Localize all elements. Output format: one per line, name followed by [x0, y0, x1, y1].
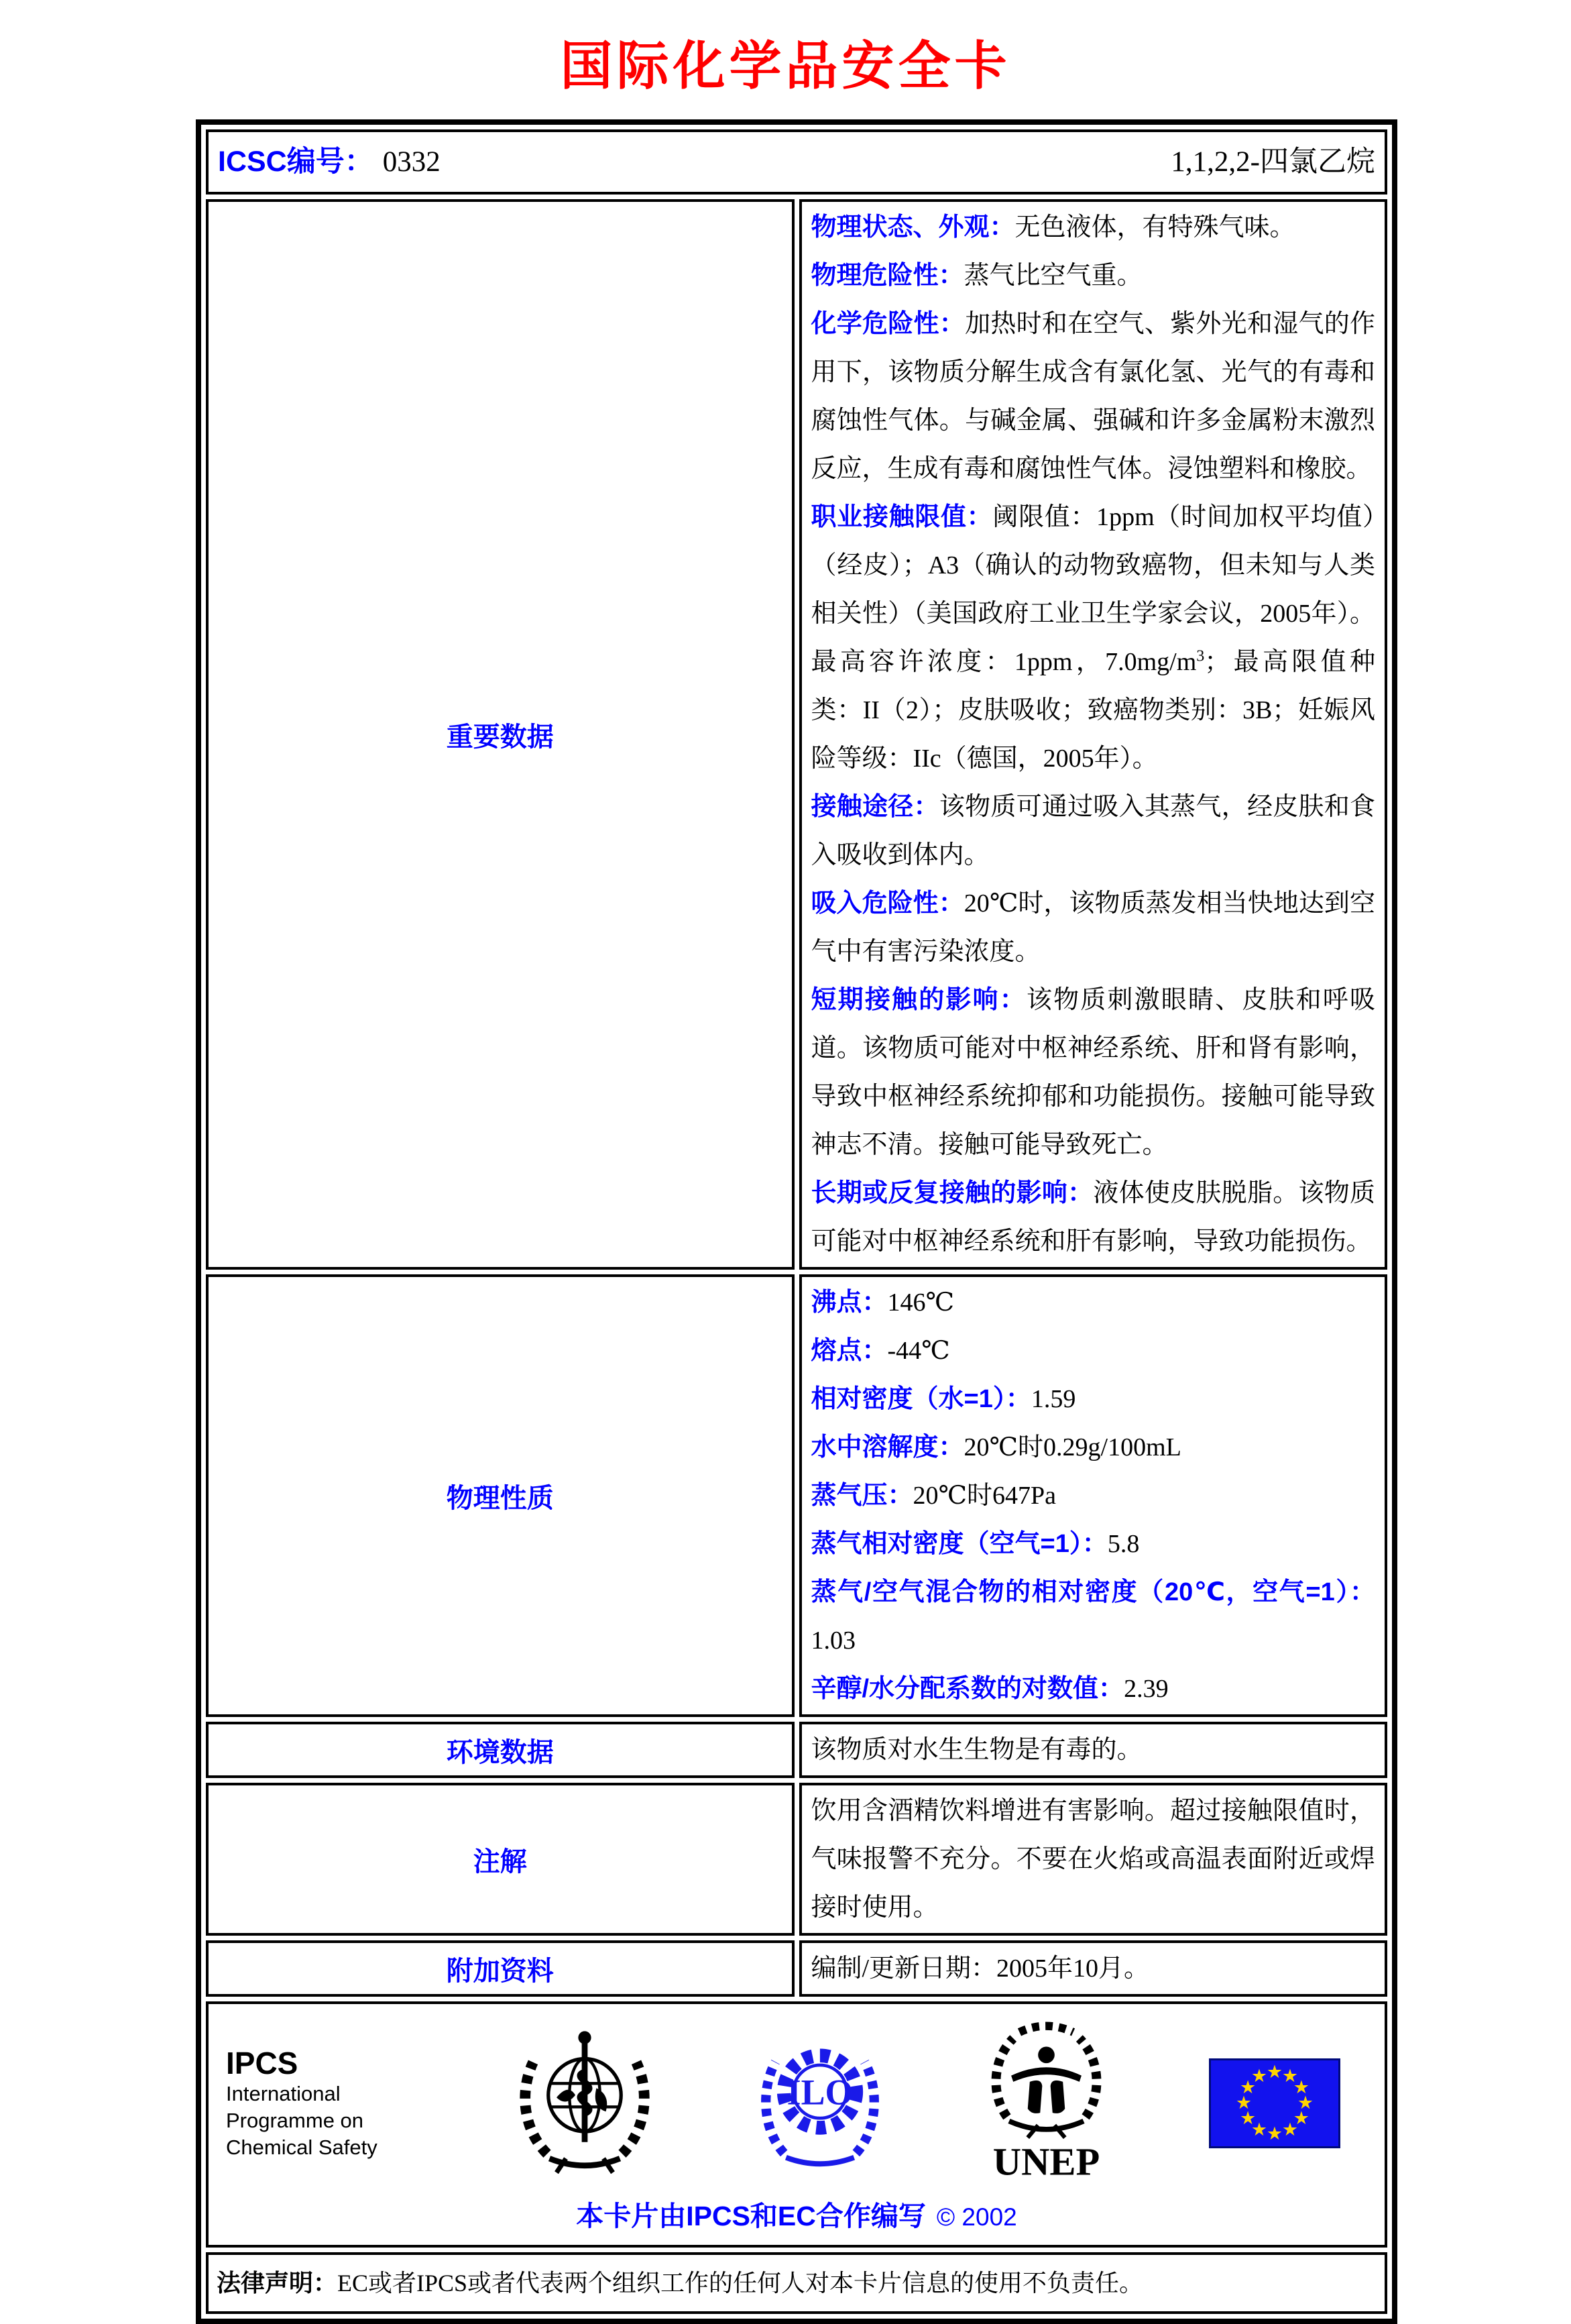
item-label: 物理危险性：: [811, 262, 964, 290]
item-label: 物理状态、外观：: [811, 213, 1015, 241]
item-text: 无色液体，有特殊气味。: [1014, 213, 1295, 241]
item-text: 该物质刺激眼睛、皮肤和呼吸道。该物质可能对中枢神经系统、肝和肾有影响，导致中枢神经系统抑郁和功能损伤。接触可能导致神志不清。接触可能导致死亡。: [811, 986, 1375, 1159]
additional-information-row: [206, 1940, 1387, 1997]
data-item: [811, 1472, 1376, 1520]
item-text: 蒸气比空气重。: [964, 262, 1143, 290]
data-item: [811, 1665, 1376, 1713]
item-label: 蒸气相对密度（空气=1）：: [811, 1530, 1108, 1558]
data-item: [811, 1520, 1376, 1568]
ipcs-wordmark: [226, 2046, 414, 2161]
item-label: 相对密度（水=1）：: [811, 1385, 1031, 1413]
ipcs-subtitle: International Programme on Chemical Safety: [226, 2081, 377, 2159]
data-item: [811, 1787, 1376, 1932]
item-text: 液体使皮肤脱脂。该物质可能对中枢神经系统和肝有影响，导致功能损伤。: [811, 1179, 1375, 1256]
unep-logo-icon: [984, 2017, 1108, 2189]
section-content-environmental-data: [799, 1722, 1388, 1778]
data-item: [811, 783, 1376, 879]
section-content-notes: [799, 1783, 1388, 1936]
logos-cell: [206, 2001, 1387, 2248]
data-item: [811, 976, 1376, 1169]
item-text: 20℃时0.29g/100mL: [964, 1433, 1181, 1461]
data-item: [811, 300, 1376, 493]
legal-notice-text: EC或者IPCS或者代表两个组织工作的任何人对本卡片信息的使用不负责任。: [337, 2270, 1144, 2297]
ilo-logo-icon: [756, 2030, 884, 2177]
safety-card-table: [196, 119, 1397, 2324]
item-text: 编制/更新日期：2005年10月。: [811, 1954, 1150, 1983]
section-label-notes: 注解: [206, 1783, 795, 1936]
credit-line: [226, 2195, 1367, 2238]
data-item: [811, 879, 1376, 976]
item-label: 职业接触限值：: [811, 503, 993, 531]
section-label-important-data: 重要数据: [206, 199, 795, 1270]
eu-flag-icon: ★ ★ ★ ★ ★ ★ ★ ★ ★ ★ ★ ★: [1209, 2058, 1340, 2148]
item-label: 短期接触的影响：: [811, 986, 1027, 1014]
data-item: [811, 1278, 1376, 1327]
data-item: [811, 1169, 1376, 1266]
item-text: 1.03: [811, 1626, 856, 1655]
data-item: [811, 203, 1376, 252]
ipcs-heading: IPCS: [226, 2045, 298, 2081]
item-text: 该物质对水生生物是有毒的。: [811, 1736, 1143, 1764]
item-text: -44℃: [887, 1337, 950, 1365]
credit-text: 本卡片由IPCS和EC合作编写: [576, 2201, 926, 2231]
data-item: [811, 1423, 1376, 1472]
important-data-row: [206, 199, 1387, 1270]
item-text: 该物质可通过吸入其蒸气，经皮肤和食入吸收到体内。: [811, 793, 1375, 869]
data-item: [811, 493, 1376, 783]
notes-row: [206, 1783, 1387, 1936]
item-text: 20℃时647Pa: [913, 1482, 1057, 1510]
header-cell: [206, 129, 1387, 195]
ilo-letters: ILO: [787, 2072, 853, 2113]
item-label: 接触途径：: [811, 793, 939, 821]
environmental-data-row: [206, 1722, 1387, 1778]
physical-properties-row: [206, 1274, 1387, 1717]
icsc-number-group: [218, 142, 441, 182]
chemical-name: 1,1,2,2-四氯乙烷: [1171, 146, 1375, 178]
item-label: 蒸气/空气混合物的相对密度（20℃，空气=1）：: [811, 1578, 1375, 1606]
section-content-important-data: [799, 199, 1388, 1270]
item-text: 加热时和在空气、紫外光和湿气的作用下，该物质分解生成含有氯化氢、光气的有毒和腐蚀性气体。与碱金属、强碱和许多金属粉末激烈反应，生成有毒和腐蚀性气体。浸蚀塑料和橡胶。: [811, 310, 1375, 483]
item-text: ；最高限值种类：II（2）；皮肤吸收；致癌物类别：3B；妊娠风险等级：IIc（德国，2005年）。: [811, 648, 1375, 773]
item-text: 饮用含酒精饮料增进有害影响。超过接触限值时，气味报警不充分。不要在火焰或高温表面附近或焊接时使用。: [811, 1797, 1375, 1922]
data-item: [811, 1944, 1376, 1993]
item-label: 辛醇/水分配系数的对数值：: [811, 1675, 1124, 1703]
page-title: 国际化学品安全卡: [560, 37, 1011, 95]
section-content-physical-properties: [799, 1274, 1388, 1717]
item-label: 化学危险性：: [811, 310, 966, 338]
legal-row: [206, 2252, 1387, 2314]
data-item: [811, 1327, 1376, 1375]
header-row: [206, 129, 1387, 195]
icsc-number-value: 0332: [382, 146, 441, 178]
logos-row: [206, 2001, 1387, 2248]
data-item: [811, 1726, 1376, 1774]
item-label: 沸点：: [811, 1288, 888, 1317]
item-label: 吸入危险性：: [811, 889, 964, 918]
item-label: 熔点：: [811, 1337, 888, 1365]
item-text: 20℃时，该物质蒸发相当快地达到空气中有害污染浓度。: [811, 889, 1375, 966]
item-label: 水中溶解度：: [811, 1433, 964, 1461]
item-text: 阈限值：1ppm（时间加权平均值）（经皮）；A3（确认的动物致癌物，但未知与人类相关性）（美国政府工业卫生学家会议，2005年）。最高容许浓度：1ppm，7.0mg/m: [811, 503, 1375, 676]
section-label-physical-properties: 物理性质: [206, 1274, 795, 1717]
data-item: [811, 252, 1376, 300]
legal-cell: [206, 2252, 1387, 2314]
item-label: 长期或反复接触的影响：: [811, 1179, 1094, 1207]
superscript-text: 3: [1196, 647, 1205, 665]
section-label-environmental-data: 环境数据: [206, 1722, 795, 1778]
item-text: 5.8: [1107, 1530, 1140, 1558]
unep-letters: UNEP: [992, 2140, 1100, 2184]
legal-notice-label: 法律声明：: [217, 2269, 338, 2297]
item-text: 2.39: [1124, 1675, 1169, 1703]
data-item: [811, 1568, 1376, 1665]
section-label-additional-information: 附加资料: [206, 1940, 795, 1997]
item-text: 146℃: [887, 1288, 955, 1317]
section-content-additional-information: [799, 1940, 1388, 1997]
item-label: 蒸气压：: [811, 1482, 913, 1510]
item-text: 1.59: [1031, 1385, 1076, 1413]
copyright-text: © 2002: [936, 2203, 1017, 2231]
data-item: [811, 1375, 1376, 1423]
who-logo-icon: [514, 2026, 655, 2180]
icsc-number-label: ICSC编号：: [218, 146, 373, 178]
